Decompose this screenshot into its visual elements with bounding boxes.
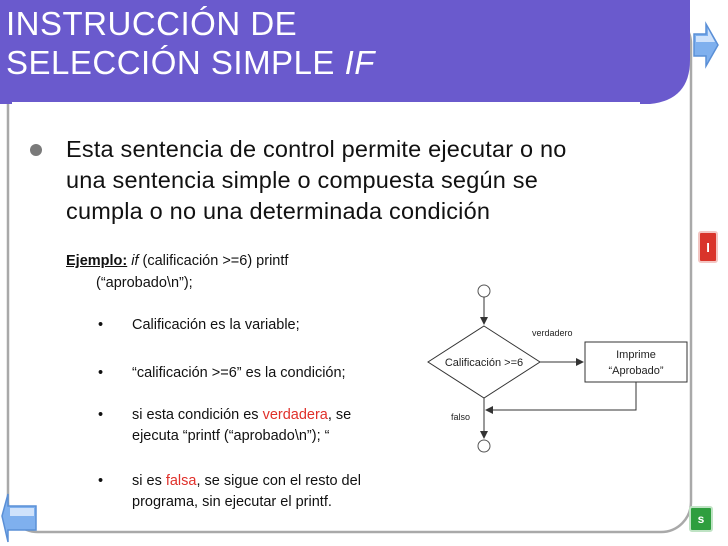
false-highlight: falsa: [165, 473, 197, 489]
true-highlight: verdadera: [262, 407, 328, 423]
sub-bullet-4-post: , se sigue con el resto del: [196, 473, 361, 489]
action-line-1: Imprime: [616, 349, 656, 361]
sub-bullet-mark: •: [98, 407, 104, 423]
bottom-tab-button[interactable]: [689, 506, 713, 532]
sub-bullet-mark: •: [98, 365, 104, 381]
sub-bullet-3-line2: ejecuta “printf (“aprobado\n”); “: [132, 428, 330, 444]
bottom-tab-label: s: [697, 512, 705, 526]
sub-bullet-3-pre: si esta condición es: [132, 407, 263, 423]
title-line-1: INSTRUCCIÓN DE: [6, 5, 298, 42]
sub-bullet-mark: •: [98, 473, 104, 489]
title-line-2-text: SELECCIÓN SIMPLE: [6, 44, 345, 81]
flow-arrow-return: [486, 382, 636, 410]
main-bullet-line-2: una sentencia simple o compuesta según se: [66, 167, 538, 193]
sub-bullet-1-text: Calificación es la variable;: [132, 317, 300, 333]
sub-bullet-2-text: “calificación >=6” es la condición;: [132, 365, 346, 381]
example-code-part2: (“aprobado\n”);: [96, 275, 193, 291]
false-branch-label: falso: [451, 412, 471, 422]
sub-bullet-3-post: , se: [327, 407, 352, 423]
next-slide-arrow-icon[interactable]: [690, 20, 720, 70]
example-if-keyword: if: [131, 253, 139, 269]
main-bullet-line-1: Esta sentencia de control permite ejecutar o no: [66, 136, 567, 162]
sub-bullet-4-line2: programa, sin ejecutar el printf.: [132, 494, 332, 510]
title-if-keyword: IF: [344, 44, 375, 81]
flow-start-connector: [478, 285, 490, 297]
sub-bullet-4-pre: si es: [132, 473, 166, 489]
flow-end-connector: [478, 440, 490, 452]
example-code-part1: (calificación >=6) printf: [138, 253, 289, 269]
side-tab-button[interactable]: [698, 231, 718, 263]
previous-slide-arrow-icon[interactable]: [0, 492, 40, 544]
action-line-2: “Aprobado”: [608, 365, 664, 377]
main-bullet-line-3: cumpla o no una determinada condición: [66, 198, 491, 224]
example-label: Ejemplo:: [66, 253, 128, 269]
decision-label: Calificación >=6: [444, 357, 524, 369]
true-branch-label: verdadero: [532, 328, 573, 338]
sub-bullet-mark: •: [98, 317, 104, 333]
side-tab-label: I: [706, 240, 710, 255]
